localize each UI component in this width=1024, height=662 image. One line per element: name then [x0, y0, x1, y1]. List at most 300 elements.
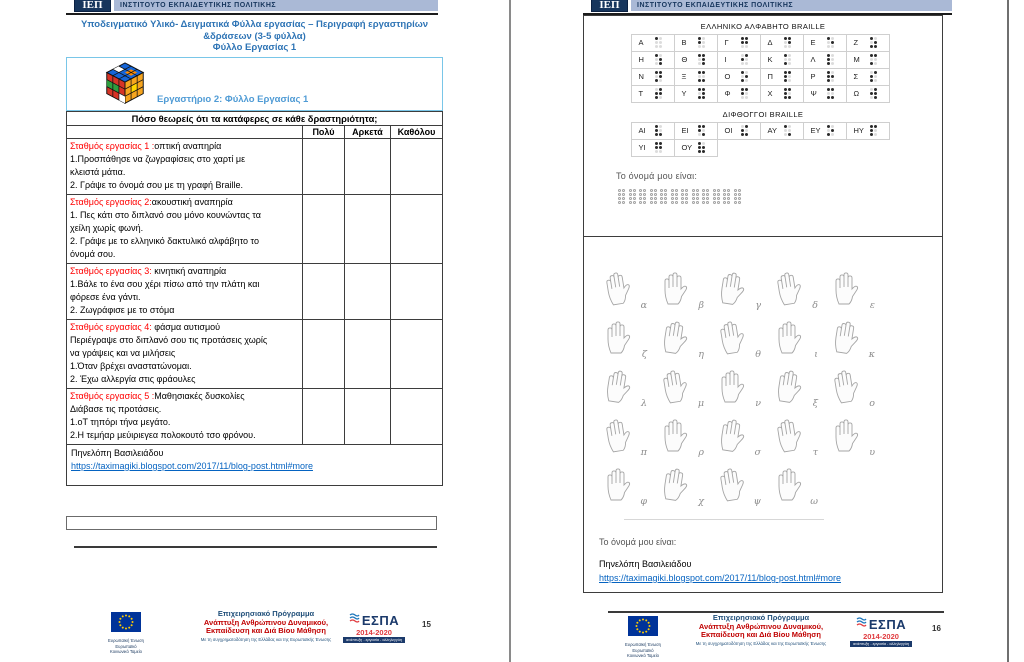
activity-line: κλειστά μάτια.: [70, 167, 126, 177]
braille-dot: [870, 92, 873, 95]
braille-letter: ΑΙ: [638, 126, 646, 135]
braille-dot: [745, 96, 748, 99]
braille-dot: [659, 75, 662, 78]
braille-letter: ΕΥ: [810, 126, 821, 135]
hand-sign-ψ: [714, 467, 771, 509]
braille-dot: [702, 79, 705, 82]
sign-letter-label: α: [640, 300, 647, 311]
braille-dot: [788, 79, 791, 82]
empty-braille-cell: [629, 189, 636, 204]
braille-dot: [788, 129, 791, 132]
braille-letter: Μ: [853, 55, 860, 64]
braille-dot: [831, 58, 834, 61]
braille-dot: [698, 62, 701, 65]
braille-dots: [698, 71, 705, 82]
empty-dot: [713, 193, 716, 196]
hand-icon: [601, 367, 633, 407]
braille-dot: [741, 133, 744, 136]
hand-icon: [829, 318, 861, 358]
empty-braille-cell: [723, 189, 730, 204]
empty-dot: [702, 197, 705, 200]
braille-dot: [655, 45, 658, 48]
name-prompt: Το όνομά μου είναι:: [599, 537, 677, 547]
page-footer: [617, 614, 962, 660]
braille-dot: [874, 96, 877, 99]
empty-dot: [671, 193, 674, 196]
braille-cell: [717, 68, 761, 86]
table-row: [67, 389, 442, 445]
braille-dot: [659, 41, 662, 44]
column-header-katholou: Καθόλου: [397, 127, 436, 137]
braille-dot: [784, 79, 787, 82]
empty-dot: [675, 201, 678, 204]
sign-letter-label: δ: [812, 300, 818, 311]
hand-icon: [601, 269, 633, 309]
table-row: [67, 139, 442, 195]
braille-letter: Θ: [681, 55, 688, 64]
empty-dot: [633, 189, 636, 192]
empty-braille-cell: [692, 189, 699, 204]
empty-dot: [681, 197, 684, 200]
empty-dot: [675, 189, 678, 192]
hand-icon: [658, 318, 690, 358]
braille-dot: [659, 88, 662, 91]
braille-dots: [784, 125, 791, 136]
braille-letter: Σ: [853, 72, 859, 81]
braille-letter: Χ: [767, 89, 773, 98]
braille-cell: [717, 122, 761, 140]
braille-dot: [831, 92, 834, 95]
hand-sign-ο: [828, 369, 885, 411]
braille-dots: [784, 54, 791, 65]
rating-cell: [303, 389, 345, 444]
braille-diphthong-title: ΔΙΦΘΟΓΓΟΙ BRAILLE: [722, 110, 804, 119]
rating-cell: [303, 139, 345, 194]
eu-flag-icon: [111, 619, 141, 636]
braille-alphabet-title: ΕΛΛΗΝΙΚΟ ΑΛΦΑΒΗΤΟ BRAILLE: [700, 22, 826, 31]
author-name: Πηνελόπη Βασιλειάδου: [599, 559, 692, 569]
empty-dot: [643, 201, 646, 204]
braille-cell: [674, 51, 718, 69]
empty-dot: [622, 201, 625, 204]
empty-braille-cell: [618, 189, 625, 204]
sign-letter-label: π: [640, 447, 647, 458]
empty-braille-cell: [681, 189, 688, 204]
braille-dot: [784, 37, 787, 40]
empty-dot: [717, 197, 720, 200]
braille-dots: [655, 142, 662, 153]
empty-dot: [702, 193, 705, 196]
program-line-2: Ανάπτυξη Ανθρώπινου Δυναμικού,: [203, 617, 329, 627]
braille-dot: [741, 41, 744, 44]
espa-word: ΕΣΠΑ: [361, 612, 400, 628]
braille-dots: [655, 37, 662, 48]
empty-dot: [738, 201, 741, 204]
activity-line: 1.Όταν βρέχει αναστατώνομαι.: [70, 361, 192, 371]
hand-sign-α: [600, 271, 657, 313]
braille-dot: [745, 92, 748, 95]
braille-letter: Β: [681, 38, 687, 47]
braille-cell: [846, 34, 890, 52]
station-topic: Μαθησιακές δυσκολίες: [154, 391, 245, 401]
station-topic: ακουστική αναπηρία: [151, 197, 233, 207]
sign-letter-label: ν: [755, 398, 761, 409]
activity-cell: [67, 195, 303, 263]
rating-cell: [391, 320, 442, 388]
blog-link[interactable]: https://taximagiki.blogspot.com/2017/11/blog-post.html#more: [71, 461, 313, 471]
braille-dot: [870, 75, 873, 78]
empty-dot: [723, 201, 726, 204]
braille-dot: [702, 129, 705, 132]
worksheet-box: [583, 15, 943, 593]
empty-dot: [696, 193, 699, 196]
braille-dot: [784, 45, 787, 48]
braille-dot: [870, 71, 873, 74]
braille-dot: [659, 150, 662, 153]
sign-letter-label: η: [698, 349, 704, 360]
braille-dots: [698, 37, 705, 48]
hand-icon: [604, 320, 631, 356]
braille-dot: [655, 79, 658, 82]
station-title: Σταθμός εργασίας 5 :: [70, 391, 155, 401]
braille-dot: [702, 125, 705, 128]
braille-dots: [741, 71, 748, 82]
braille-dot: [659, 146, 662, 149]
empty-braille-cell: [671, 189, 678, 204]
braille-dots: [827, 71, 834, 82]
station-heading: [70, 390, 299, 403]
braille-letter: Ω: [853, 89, 860, 98]
braille-dot: [745, 125, 748, 128]
braille-dot: [655, 125, 658, 128]
braille-dot: [702, 71, 705, 74]
sign-letter-label: σ: [754, 447, 761, 458]
empty-dot: [622, 197, 625, 200]
braille-dot: [827, 62, 830, 65]
page-15: [0, 0, 510, 662]
program-line-3: Εκπαίδευση και Διά Βίου Μάθηση: [205, 626, 327, 635]
empty-dot: [671, 189, 674, 192]
station-topic: φάσμα αυτισμού: [151, 322, 221, 332]
braille-cell: [631, 34, 675, 52]
sign-letter-label: μ: [697, 398, 704, 409]
braille-dot: [702, 146, 705, 149]
table-row: [67, 264, 442, 320]
table-row: [67, 195, 442, 264]
document-title: [66, 19, 443, 54]
braille-dot: [870, 45, 873, 48]
sign-alphabet-chart: [600, 271, 900, 516]
empty-dot: [650, 197, 653, 200]
braille-dot: [874, 133, 877, 136]
braille-dot: [831, 37, 834, 40]
braille-cell: [674, 34, 718, 52]
braille-dot: [874, 58, 877, 61]
espa-word: ΕΣΠΑ: [868, 616, 907, 632]
braille-dot: [827, 125, 830, 128]
braille-dots: [741, 125, 748, 136]
empty-dot: [639, 197, 642, 200]
page-number: 16: [932, 624, 941, 633]
braille-dot: [698, 125, 701, 128]
braille-cell: [631, 68, 675, 86]
empty-braille-cell: [713, 189, 720, 204]
braille-dot: [831, 75, 834, 78]
braille-cell: [803, 122, 847, 140]
empty-dot: [734, 197, 737, 200]
title-line-3: Φύλλο Εργασίας 1: [212, 42, 297, 53]
station-title: Σταθμός εργασίας 1 :: [70, 141, 155, 151]
espa-wave-icon: [349, 611, 360, 629]
activity-line: να γράψεις και να μιλήσεις: [70, 348, 176, 358]
braille-dot: [698, 88, 701, 91]
braille-letter: ΟΙ: [724, 126, 733, 135]
braille-dot: [827, 54, 830, 57]
braille-dot: [702, 54, 705, 57]
espa-years: 2014-2020: [356, 628, 392, 637]
activity-cell: [67, 389, 303, 444]
station-heading: [70, 140, 299, 153]
hand-sign-ι: [771, 320, 828, 362]
empty-dot: [706, 189, 709, 192]
blog-link[interactable]: https://taximagiki.blogspot.com/2017/11/blog-post.html#more: [599, 573, 841, 583]
braille-dot: [831, 125, 834, 128]
sign-letter-label: ψ: [753, 496, 761, 507]
activity-line: Διάβασε τις προτάσεις.: [70, 404, 162, 414]
empty-dot: [717, 193, 720, 196]
hand-icon: [772, 269, 804, 309]
braille-cell: [717, 34, 761, 52]
empty-dot: [706, 197, 709, 200]
empty-dot: [654, 189, 657, 192]
braille-dot: [870, 37, 873, 40]
braille-cell: [631, 139, 675, 157]
braille-dot: [655, 54, 658, 57]
braille-dot: [741, 62, 744, 65]
station-topic: οπτική αναπηρία: [154, 141, 222, 151]
program-text: [195, 610, 337, 642]
empty-dot: [664, 189, 667, 192]
activity-line: 2. Ζωγράφισε με το στόμα: [70, 305, 175, 315]
braille-cell: [717, 51, 761, 69]
braille-dot: [655, 75, 658, 78]
braille-dot: [788, 54, 791, 57]
rating-cell: [345, 139, 391, 194]
braille-dot: [741, 71, 744, 74]
activity-cell: [67, 320, 303, 388]
empty-braille-cell: [650, 189, 657, 204]
espa-wave-icon: [856, 615, 867, 633]
hand-sign-σ: [714, 418, 771, 460]
empty-dot: [660, 197, 663, 200]
activity-line: 2.Η τεμήαρ μεύιριεγεα πολοκουτό τσο φρόνου.: [70, 430, 256, 440]
braille-letter: Λ: [810, 55, 816, 64]
sign-letter-label: χ: [698, 496, 704, 507]
braille-dot: [659, 45, 662, 48]
braille-dot: [655, 96, 658, 99]
braille-dot: [745, 88, 748, 91]
braille-dot: [827, 92, 830, 95]
hand-icon: [661, 271, 688, 307]
braille-dot: [702, 75, 705, 78]
empty-dot: [696, 201, 699, 204]
braille-dot: [741, 75, 744, 78]
braille-cell: [803, 34, 847, 52]
braille-dot: [831, 45, 834, 48]
hand-sign-μ: [657, 369, 714, 411]
braille-dot: [784, 58, 787, 61]
empty-dot: [692, 193, 695, 196]
hand-sign-ω: [771, 467, 828, 509]
braille-dots: [870, 54, 877, 65]
braille-dot: [788, 71, 791, 74]
braille-cell: [674, 139, 718, 157]
braille-dot: [741, 58, 744, 61]
braille-cell: [760, 85, 804, 103]
braille-letter: ΗΥ: [853, 126, 864, 135]
braille-letter: Ξ: [681, 72, 687, 81]
rating-cell: [303, 264, 345, 319]
braille-letter: Δ: [767, 38, 773, 47]
hand-sign-η: [657, 320, 714, 362]
braille-dot: [698, 54, 701, 57]
braille-dot: [698, 41, 701, 44]
header-empty-cell: [67, 126, 303, 138]
name-prompt: Το όνομά μου είναι:: [616, 171, 698, 181]
braille-dot: [698, 146, 701, 149]
braille-dot: [659, 37, 662, 40]
braille-dot: [655, 41, 658, 44]
hand-icon: [661, 418, 688, 454]
braille-cell: [846, 51, 890, 69]
braille-dot: [831, 96, 834, 99]
braille-letter: ΟΥ: [681, 143, 693, 152]
hand-icon: [604, 467, 631, 503]
rating-cell: [345, 264, 391, 319]
braille-dot: [827, 75, 830, 78]
braille-dot: [874, 92, 877, 95]
empty-dot: [734, 193, 737, 196]
empty-dot: [692, 197, 695, 200]
braille-dot: [788, 41, 791, 44]
empty-dot: [723, 193, 726, 196]
braille-letter: Ν: [638, 72, 644, 81]
braille-dots: [870, 125, 877, 136]
braille-dots: [870, 88, 877, 99]
column-header-arketa: Αρκετά: [345, 126, 391, 138]
empty-dot: [671, 201, 674, 204]
empty-dot: [622, 189, 625, 192]
workshop-label: Εργαστήριο 2: Φύλλο Εργασίας 1: [157, 94, 309, 105]
braille-dot: [741, 129, 744, 132]
braille-letter: Φ: [724, 89, 731, 98]
braille-section: [584, 16, 942, 236]
braille-dots: [655, 88, 662, 99]
braille-cell: [674, 68, 718, 86]
empty-dot: [717, 201, 720, 204]
braille-dot: [698, 45, 701, 48]
braille-dots: [698, 125, 705, 136]
eu-logo-block: [625, 616, 661, 658]
braille-dot: [698, 96, 701, 99]
rating-cell: [303, 195, 345, 263]
braille-dot: [831, 88, 834, 91]
braille-dot: [788, 37, 791, 40]
braille-cell: [803, 68, 847, 86]
braille-dot: [659, 142, 662, 145]
braille-dots: [784, 37, 791, 48]
braille-dot: [702, 92, 705, 95]
page-16: [512, 0, 1008, 662]
activity-line: χείλη χωρίς φωνή.: [70, 223, 144, 233]
braille-dot: [827, 88, 830, 91]
empty-dot: [723, 197, 726, 200]
braille-dot: [784, 129, 787, 132]
title-line-1: Υποδειγματικό Υλικό- Δειγματικά Φύλλα εργασίας – Περιγραφή εργαστηρίων: [80, 19, 429, 30]
braille-dot: [874, 71, 877, 74]
braille-alphabet-table: [631, 34, 895, 102]
cofund-line: Με τη συγχρηματοδότηση της Ελλάδας και της Ευρωπαϊκής Ένωσης: [695, 641, 827, 646]
station-title: Σταθμός εργασίας 4:: [70, 322, 152, 332]
rating-cell: [345, 389, 391, 444]
rubik-cube-icon: [103, 61, 147, 114]
braille-dots: [870, 37, 877, 48]
sign-letter-label: λ: [640, 398, 647, 409]
empty-dot: [727, 197, 730, 200]
activity-line: 2. Γράψε με το ελληνικό δακτυλικό αλφάβητο το: [70, 236, 259, 246]
braille-dot: [655, 71, 658, 74]
braille-dots: [655, 125, 662, 136]
braille-dot: [741, 79, 744, 82]
braille-dot: [698, 150, 701, 153]
hand-sign-β: [657, 271, 714, 313]
braille-dot: [698, 37, 701, 40]
braille-letter: Ο: [724, 72, 731, 81]
braille-dot: [655, 133, 658, 136]
braille-dot: [655, 88, 658, 91]
braille-dot: [874, 79, 877, 82]
empty-dot: [629, 189, 632, 192]
braille-letter: ΕΙ: [681, 126, 689, 135]
empty-dot: [643, 189, 646, 192]
sign-letter-label: ε: [869, 300, 875, 311]
braille-dot: [784, 96, 787, 99]
sketch-baseline: [624, 519, 824, 520]
workshop-box: [66, 57, 443, 111]
empty-dot: [629, 197, 632, 200]
station-heading: [70, 321, 299, 334]
braille-dot: [698, 79, 701, 82]
braille-dot: [741, 37, 744, 40]
hand-icon: [601, 416, 633, 456]
empty-dot: [650, 201, 653, 204]
braille-cell: [803, 85, 847, 103]
braille-dot: [659, 125, 662, 128]
braille-dot: [698, 129, 701, 132]
braille-dot: [874, 88, 877, 91]
braille-dot: [655, 150, 658, 153]
empty-dot: [734, 189, 737, 192]
sign-letter-label: θ: [755, 349, 761, 360]
hand-icon: [829, 367, 861, 407]
cofund-line: Με τη συγχρηματοδότηση της Ελλάδας και της Ευρωπαϊκής Ένωσης: [200, 637, 332, 642]
sign-row: [600, 467, 900, 509]
iep-logo: ΙΕΠ: [591, 0, 628, 12]
espa-logo: [343, 611, 405, 643]
braille-dot: [745, 79, 748, 82]
braille-dot: [655, 92, 658, 95]
hand-sign-τ: [771, 418, 828, 460]
